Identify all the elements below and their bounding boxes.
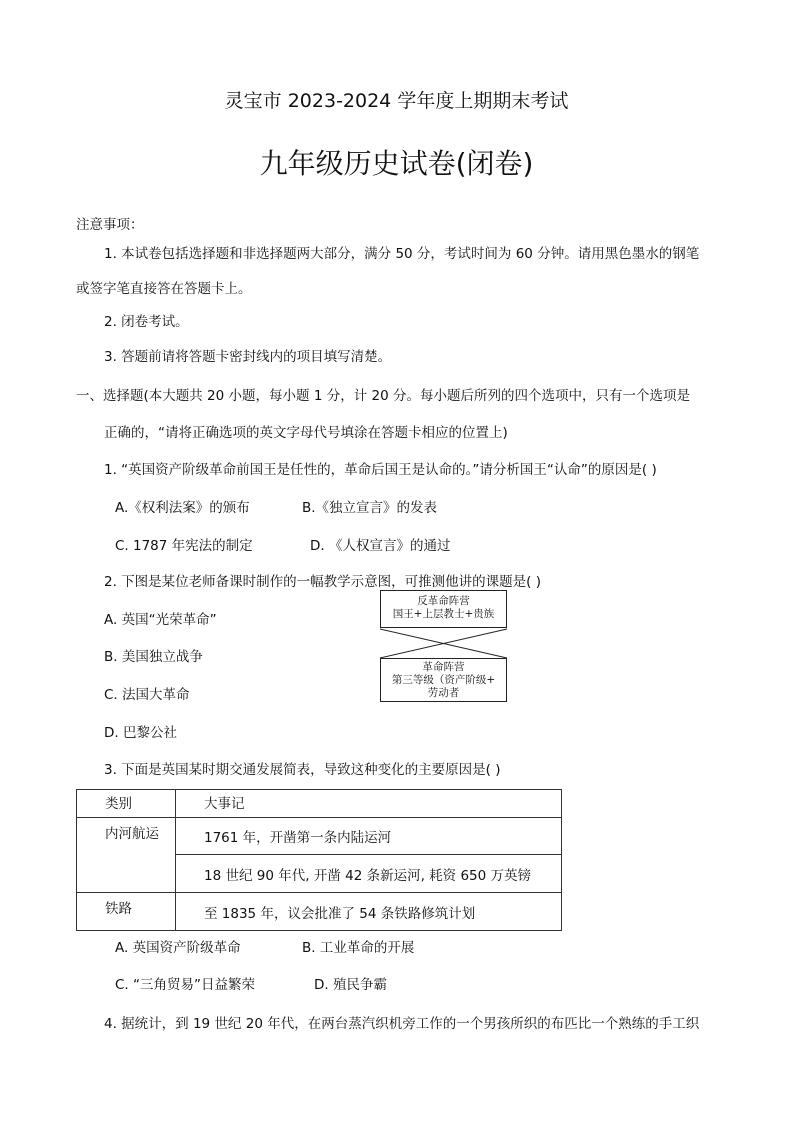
table-row [77,893,562,931]
table-cell-event: 18 世纪 90 年代, 开凿 42 条新运河, 耗资 650 万英镑 [176,855,562,893]
counter-revolution-label: 反革命阵营 [417,595,470,607]
exam-title: 灵宝市 2023-2024 学年度上期期末考试 [224,90,569,112]
question-3-option-b: B. 工业革命的开展 [302,940,415,956]
question-4-stem: 4. 据统计，到 19 世纪 20 年代，在两台蒸汽织机旁工作的一个男孩所织的布匹比一个熟练的手工织 [104,1016,700,1032]
revolution-label: 革命阵营 [422,661,465,673]
table-cell-category: 铁路 [77,893,176,931]
question-3-option-d: D. 殖民争霸 [314,977,387,993]
question-3-stem: 3. 下面是英国某时期交通发展简表，导致这种变化的主要原因是( ) [104,762,501,778]
table-cell-event: 1761 年，开凿第一条内陆运河 [176,818,562,855]
table-header-category: 类别 [77,790,176,818]
notice-heading: 注意事项： [76,217,144,233]
question-2-option-b: B. 美国独立战争 [104,649,203,665]
table-header-events: 大事记 [176,790,562,818]
table-cell-event: 至 1835 年，议会批准了 54 条铁路修筑计划 [176,893,562,931]
revolution-members: 第三等级（资产阶级+ [391,674,496,686]
question-3-option-c: C. “三角贸易”日益繁荣 [115,977,255,993]
notice-item-1: 1. 本试卷包括选择题和非选择题两大部分，满分 50 分，考试时间为 60 分钟。请用黑色墨水的钢笔 [104,246,700,262]
counter-revolution-box [380,590,507,628]
question-2-stem: 2. 下图是某位老师备课时制作的一幅教学示意图，可推测他讲的课题是( ) [104,574,541,590]
question-1-option-b: B.《独立宣言》的发表 [302,500,438,516]
question-2-option-d: D. 巴黎公社 [104,725,177,741]
revolution-box [380,658,507,702]
question-1-option-c: C. 1787 年宪法的制定 [115,538,253,554]
revolution-members-cont: 劳动者 [427,687,460,699]
notice-item-1-cont: 或签字笔直接答在答题卡上。 [76,281,252,297]
table-row [77,818,562,855]
table-cell-category: 内河航运 [77,818,176,893]
question-3-option-a: A. 英国资产阶级革命 [115,940,241,956]
question-2-option-c: C. 法国大革命 [104,687,190,703]
question-1-option-d: D. 《人权宣言》的通过 [310,538,451,554]
paper-title: 九年级历史试卷(闭卷) [259,147,534,180]
table-header-row [77,790,562,818]
question-2-option-a: A. 英国“光荣革命” [104,612,217,628]
transport-table [76,789,562,931]
section-heading-cont: 正确的，“请将正确选项的英文字母代号填涂在答题卡相应的位置上) [104,425,508,441]
question-1-option-a: A.《权利法案》的颁布 [115,500,250,516]
notice-item-2: 2. 闭卷考试。 [104,314,189,330]
notice-item-3: 3. 答题前请将答题卡密封线内的项目填写清楚。 [104,349,392,365]
question-1-stem: 1. “英国资产阶级革命前国王是任性的，革命后国王是认命的。”请分析国王“认命”的原因是( ) [104,462,657,478]
counter-revolution-members: 国王+上层教士+贵族 [392,608,495,620]
section-heading: 一、选择题(本大题共 20 小题，每小题 1 分，计 20 分。每小题后所列的四个选项中，只有一个选项是 [76,388,690,404]
